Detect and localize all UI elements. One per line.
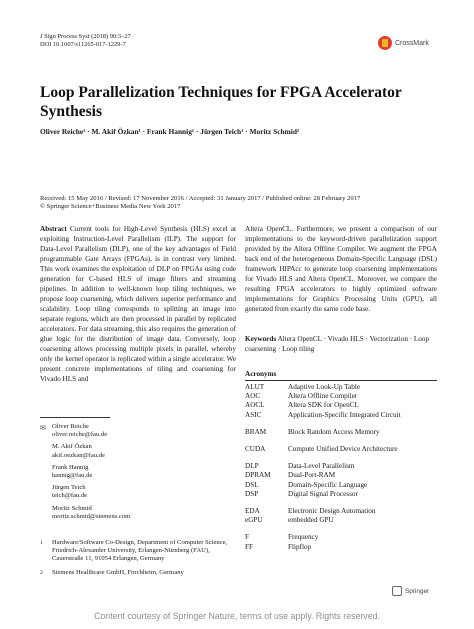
affiliation-number: 1 (40, 540, 43, 546)
contact-entry (52, 464, 236, 480)
acronym-abbrev: ASIC (245, 410, 262, 419)
affiliation-text: Siemens Healthcare GmbH, Forchheim, Germany (52, 568, 184, 576)
springer-logo (392, 586, 429, 596)
courtesy-notice: Content courtesy of Springer Nature, terms of use apply. Rights reserved. (94, 611, 380, 621)
acronym-abbrev: FF (245, 542, 253, 551)
footnote-divider (40, 417, 110, 418)
acronym-row (245, 516, 445, 525)
acronym-row (245, 543, 445, 552)
acronym-row (245, 428, 445, 437)
acronym-expansion: Data-Level Parallelism (288, 462, 355, 471)
journal-citation: J Sign Process Syst (2018) 90:3–27 (40, 33, 131, 40)
keywords (245, 334, 437, 354)
author-list (40, 127, 460, 136)
contact-entry (52, 484, 236, 500)
acronym-row (245, 383, 445, 392)
acronym-row (245, 411, 445, 420)
acronym-row (245, 445, 445, 454)
acronym-row (245, 481, 445, 490)
acronym-abbrev: DSL (245, 480, 259, 489)
acronym-row (245, 533, 445, 542)
contact-name: Moritz Schmid (52, 504, 92, 512)
acronym-row (245, 392, 445, 401)
acronym-expansion: Altera SDK for OpenCL (288, 401, 359, 410)
acronym-abbrev: CUDA (245, 445, 266, 454)
abstract-left (40, 224, 236, 384)
dates-line: Received: 15 May 2016 / Revised: 17 November 2016 / Accepted: 31 January 2017 / Published online: 28 February 2017 (40, 195, 361, 202)
acronym-expansion: Digital Signal Processor (288, 489, 358, 498)
contact-email[interactable]: akif.oezkan@fau.de (52, 451, 105, 459)
contact-entry (52, 505, 236, 521)
acronym-group-gap (245, 525, 445, 533)
authors-text: Oliver Reiche¹ · M. Akif Özkan¹ · Frank Hannig¹ · Jürgen Teich¹ · Moritz Schmid² (40, 127, 300, 136)
springer-horse-icon (392, 586, 402, 596)
acronym-row (245, 401, 445, 410)
affiliation-number: 2 (40, 569, 43, 576)
contact-entry (52, 423, 236, 439)
acronym-abbrev: DSP (245, 489, 259, 498)
crossmark-badge[interactable] (378, 34, 448, 52)
acronym-expansion: Electronic Design Automation (288, 507, 376, 516)
acronyms-rule (245, 380, 437, 381)
copyright-line: © Springer Science+Business Media New York 2017 (40, 203, 181, 211)
journal-header (40, 33, 131, 50)
contact-email[interactable]: hannig@fau.de (52, 472, 93, 480)
acronym-group-gap (245, 420, 445, 428)
doi[interactable]: DOI 10.1007/s11265-017-1229-7 (40, 41, 126, 49)
acronym-expansion: Application-Specific Integrated Circuit (288, 410, 401, 419)
contact-name: Oliver Reiche (52, 423, 89, 430)
crossmark-icon (378, 36, 392, 50)
acronym-expansion: Altera Offline Compiler (288, 392, 358, 401)
acronym-group-gap (245, 499, 445, 507)
acronyms-heading: Acronyms (245, 370, 277, 378)
publication-dates (40, 195, 460, 211)
acronym-abbrev: eGPU (245, 516, 263, 525)
publisher-name: Springer (405, 587, 430, 595)
acronym-list (245, 383, 445, 552)
acronym-abbrev: AOCL (245, 401, 265, 410)
acronym-expansion: embedded GPU (288, 516, 334, 525)
acronym-abbrev: F (245, 533, 249, 542)
keywords-label: Keywords (245, 335, 277, 343)
acronym-abbrev: AOC (245, 392, 261, 401)
acronym-abbrev: DPRAM (245, 471, 271, 480)
affiliation-text: Hardware/Software Co-Design, Department of Computer Science, Friedrich-Alexander University, Erlangen-Nürnberg (FAU), Cauerstraße 11, 91054 Erlangen, Germany (52, 539, 228, 563)
acronym-expansion: Frequency (288, 533, 319, 542)
author-contacts (40, 423, 236, 525)
acronym-group-gap (245, 437, 445, 445)
contact-email[interactable]: teich@fau.de (52, 492, 88, 500)
contact-email[interactable]: oliver.reiche@fau.de (52, 431, 108, 439)
contact-name: M. Akif Özkan (52, 443, 92, 451)
acronym-row (245, 490, 445, 499)
acronym-expansion: Compute Unified Device Architecture (288, 445, 398, 454)
abstract-text-left: Current tools for High-Level Synthesis (HLS) excel at exploiting Instruction-Level Parallelism (ILP). The support for Data-Level Parallelism (DLP), one of the key advantages of Field programmable Gate Arrays (FPGAs), is in contrast very limited. This work examines the exploitation of DLP on FPGAs using code generation for C-based HLS of image filters and streaming pipelines. In addition to well-known loop tiling techniques, we propose loop coarsening, which delivers superior performance and scalability. Loop tiling corresponds to splitting an image into separate regions, which are then processed in parallel by replicated accelerators. For data streaming, this also requires the generation of glue logic for the distribution of image data. Conversely, loop coarsening allows processing multiple pixels in parallel, whereby only the kernel operator is replicated within a single accelerator. We present concrete implementations of tiling and coarsening for Vivado HLS and (40, 225, 237, 383)
affiliation-entry (40, 569, 236, 577)
acronym-expansion: Adaptive Look-Up Table (288, 383, 361, 391)
acronym-abbrev: DLP (245, 462, 259, 471)
contact-name: Jürgen Teich (52, 484, 86, 492)
acronym-abbrev: EDA (245, 507, 260, 516)
affiliations (40, 539, 236, 582)
contact-name: Frank Hannig (52, 463, 89, 471)
contact-entry (52, 443, 236, 459)
acronym-row (245, 507, 445, 516)
crossmark-label: CrossMark (395, 39, 429, 47)
abstract-right: Altera OpenCL. Furthermore, we present a comparison of our implementations to the keyword-driven parallelization support provided by the Altera Offline Compiler. We augment the FPGA back end of the heterogeneous Domain-Specific Language (DSL) framework HIPAcc to generate loop coarsening implementations for Vivado HLS and Altera OpenCL. Moreover, we compare the resulting FPGA accelerators to highly optimized software implementations for Graphics Processing Units (GPU), all generated from exactly the same code base. (245, 225, 437, 313)
acronym-abbrev: BRAM (245, 427, 267, 436)
acronym-row (245, 462, 445, 471)
abstract-label: Abstract (40, 225, 67, 233)
paper-title: Loop Parallelization Techniques for FPGA Accelerator Synthesis (40, 84, 402, 120)
acronym-expansion: Flipflop (288, 542, 312, 551)
affiliation-entry (40, 539, 236, 564)
acronym-abbrev: ALUT (245, 383, 265, 391)
acronym-expansion: Dual-Port-RAM (288, 471, 336, 480)
acronym-expansion: Domain-Specific Language (288, 480, 368, 489)
acronym-expansion: Block Random Access Memory (288, 427, 380, 436)
acronym-row (245, 471, 445, 480)
envelope-icon: ✉ (40, 424, 46, 432)
keywords-text: Altera OpenCL · Vivado HLS · Vectorization · Loop coarsening · Loop tiling (245, 335, 430, 353)
acronym-group-gap (245, 454, 445, 462)
contact-email[interactable]: moritz.schmid@siemens.com (52, 512, 131, 520)
